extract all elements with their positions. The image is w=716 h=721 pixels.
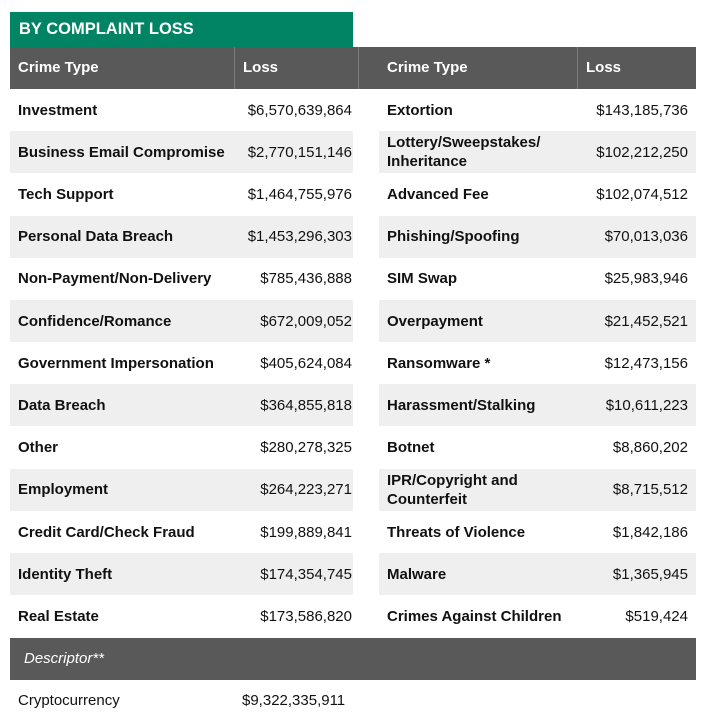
table-row (10, 427, 353, 469)
table-row (10, 300, 353, 342)
table-header-right (379, 47, 696, 89)
crime-type: IPR/Copyright and Counterfeit (387, 471, 518, 508)
loss-value: $1,464,755,976 (247, 185, 352, 203)
table-row (10, 681, 696, 721)
table-row (379, 342, 696, 384)
loss-value: $21,452,521 (604, 312, 688, 330)
crime-type: Overpayment (387, 312, 483, 330)
crime-type: Threats of Violence (387, 523, 526, 541)
loss-value: $173,586,820 (260, 607, 352, 625)
table-header-left (10, 47, 358, 89)
table-row (10, 384, 353, 426)
section-title: BY COMPLAINT LOSS (10, 12, 353, 47)
loss-value: $25,983,946 (604, 270, 688, 288)
table-row (379, 511, 696, 553)
loss-value: $519,424 (625, 607, 688, 625)
table-header-gap (358, 47, 379, 89)
loss-value: $70,013,036 (604, 228, 688, 246)
loss-value: $8,860,202 (612, 439, 688, 457)
loss-value: $102,212,250 (596, 143, 688, 161)
table-row (10, 342, 353, 384)
crime-type: Business Email Compromise (18, 143, 225, 161)
crime-type: Investment (18, 101, 98, 119)
crime-type: Crimes Against Children (387, 607, 562, 625)
loss-value: $364,855,818 (260, 396, 352, 414)
table-row (379, 469, 696, 511)
table-row (10, 595, 353, 637)
loss-value: $9,322,335,911 (242, 692, 346, 709)
loss-value: $143,185,736 (596, 101, 688, 119)
table-row (10, 511, 353, 553)
table-row (379, 427, 696, 469)
table-row (379, 300, 696, 342)
loss-value: $1,453,296,303 (247, 228, 352, 246)
table-row (10, 258, 353, 300)
crime-type: Confidence/Romance (18, 312, 172, 330)
crime-type: Data Breach (18, 396, 106, 414)
crime-type: Identity Theft (18, 565, 113, 583)
crime-type: Ransomware * (387, 354, 491, 372)
crime-type: Tech Support (18, 185, 114, 203)
table-row (379, 553, 696, 595)
column-header-crime-type: Crime Type (18, 59, 99, 76)
loss-value: $672,009,052 (260, 312, 352, 330)
crime-type: SIM Swap (387, 270, 458, 288)
table-row (379, 131, 696, 173)
crime-type: Real Estate (18, 607, 99, 625)
loss-value: $102,074,512 (596, 185, 688, 203)
loss-value: $405,624,084 (260, 354, 352, 372)
crime-type: Malware (387, 565, 447, 583)
loss-value: $10,611,223 (605, 396, 688, 414)
table-row (10, 89, 353, 131)
loss-value: $6,570,639,864 (247, 101, 352, 119)
column-header-loss: Loss (243, 59, 279, 76)
table-row (379, 384, 696, 426)
crime-type: Government Impersonation (18, 354, 214, 372)
table-row (10, 469, 353, 511)
loss-value: $264,223,271 (260, 481, 352, 499)
loss-value: $2,770,151,146 (247, 143, 352, 161)
descriptor-header: Descriptor** (10, 638, 696, 680)
loss-value: $1,365,945 (612, 565, 688, 583)
table-row (10, 173, 353, 215)
crime-type: Credit Card/Check Fraud (18, 523, 195, 541)
column-header-loss: Loss (586, 59, 622, 76)
crime-type: Other (18, 439, 59, 457)
table-row (379, 89, 696, 131)
crime-type: Extortion (387, 101, 453, 119)
crime-type: Harassment/Stalking (387, 396, 536, 414)
loss-value: $1,842,186 (612, 523, 688, 541)
crime-type: Cryptocurrency (18, 692, 120, 709)
table-row (10, 553, 353, 595)
crime-type: Lottery/Sweepstakes/ Inheritance (387, 134, 541, 171)
crime-type: Phishing/Spoofing (387, 228, 520, 246)
crime-type: Botnet (387, 439, 435, 457)
loss-value: $12,473,156 (604, 354, 688, 372)
table-row (10, 216, 353, 258)
table-row (379, 258, 696, 300)
loss-value: $8,715,512 (612, 481, 688, 499)
table-row (379, 595, 696, 637)
crime-type: Advanced Fee (387, 185, 489, 203)
table-row (379, 173, 696, 215)
column-header-crime-type: Crime Type (387, 59, 468, 76)
crime-type: Personal Data Breach (18, 228, 174, 246)
crime-type: Non-Payment/Non-Delivery (18, 270, 212, 288)
loss-value: $199,889,841 (260, 523, 352, 541)
table-row (379, 216, 696, 258)
loss-value: $174,354,745 (260, 565, 352, 583)
crime-type: Employment (18, 481, 109, 499)
loss-value: $785,436,888 (260, 270, 352, 288)
loss-value: $280,278,325 (260, 439, 352, 457)
table-row (10, 131, 353, 173)
